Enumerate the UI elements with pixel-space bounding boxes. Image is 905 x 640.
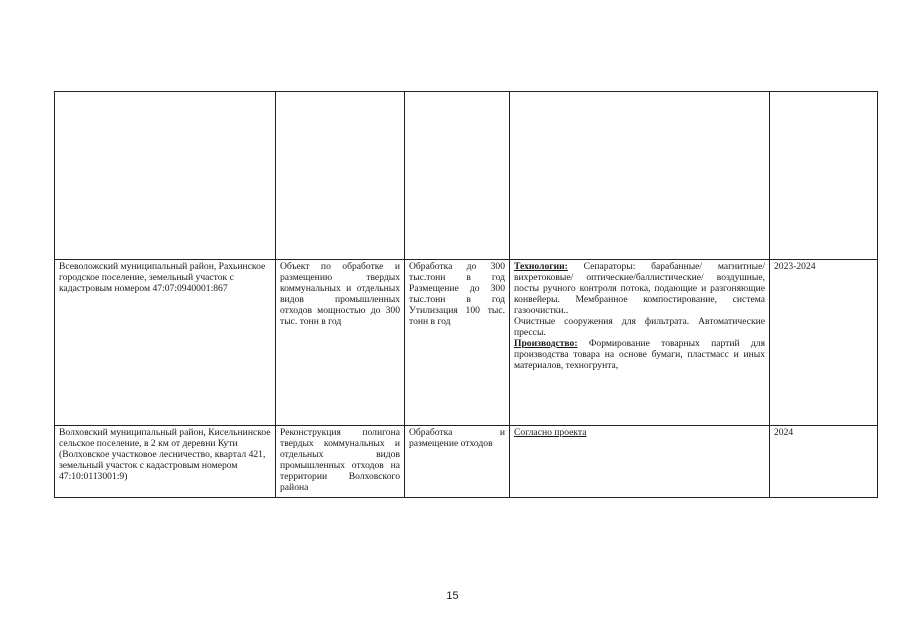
table-row-continued [55,92,878,260]
location-cell: Волховский муниципальный район, Кисельнинское сельское поселение, в 2 км от деревни Кути (Волховское участковое лесничество, квартал 421, земельный участок с кадастровым номером 47:10:0113001:9) [55,426,276,498]
capacity-cell: Обработка до 300 тыс.тонн в год Размещение до 300 тыс.тонн в год Утилизация 100 тыс. тонн в год [405,260,510,426]
technology-text: Сепараторы: барабанные/ магнитные/вихретоковые/ оптические/баллистические/ воздушные, посты ручного контроля потока, подающие и разгоняющие конвейеры. Мембранное компостирование, система газоочистки.. [514,261,765,316]
period-cell: 2023-2024 [770,260,878,426]
technology-cell [510,426,770,498]
technology-cell [510,260,770,426]
object-cell: Объект по обработке и размещению твердых коммунальных и отдельных видов промышленных отходов мощностью до 300 тыс. тонн в год [276,260,405,426]
projects-table [54,91,878,498]
production-text: Формирование товарных партий для производства товара на основе бумаги, пластмасс и иных материалов, техногрунта, [514,338,765,371]
location-cell: Всеволожский муниципальный район, Рахьинское городское поселение, земельный участок с кадастровым номером 47:07:0940001:867 [55,260,276,426]
technology-text: Согласно проекта [514,427,587,438]
table-row [55,426,878,498]
production-paragraph [514,338,765,371]
table-cell [770,92,878,260]
technology-label: Технологии: [514,261,568,272]
technology-paragraph-2: Очистные сооружения для фильтрата. Автоматические прессы. [514,316,765,338]
table-cell [510,92,770,260]
capacity-cell: Обработка и размещение отходов [405,426,510,498]
table-row [55,260,878,426]
table-cell [276,92,405,260]
table-cell [55,92,276,260]
page-number: 15 [446,590,459,602]
technology-paragraph [514,261,765,316]
object-cell: Реконструкция полигона твердых коммунальных и отдельных видов промышленных отходов на территории Волховского района [276,426,405,498]
production-label: Производство: [514,338,578,349]
table-cell [405,92,510,260]
period-cell: 2024 [770,426,878,498]
